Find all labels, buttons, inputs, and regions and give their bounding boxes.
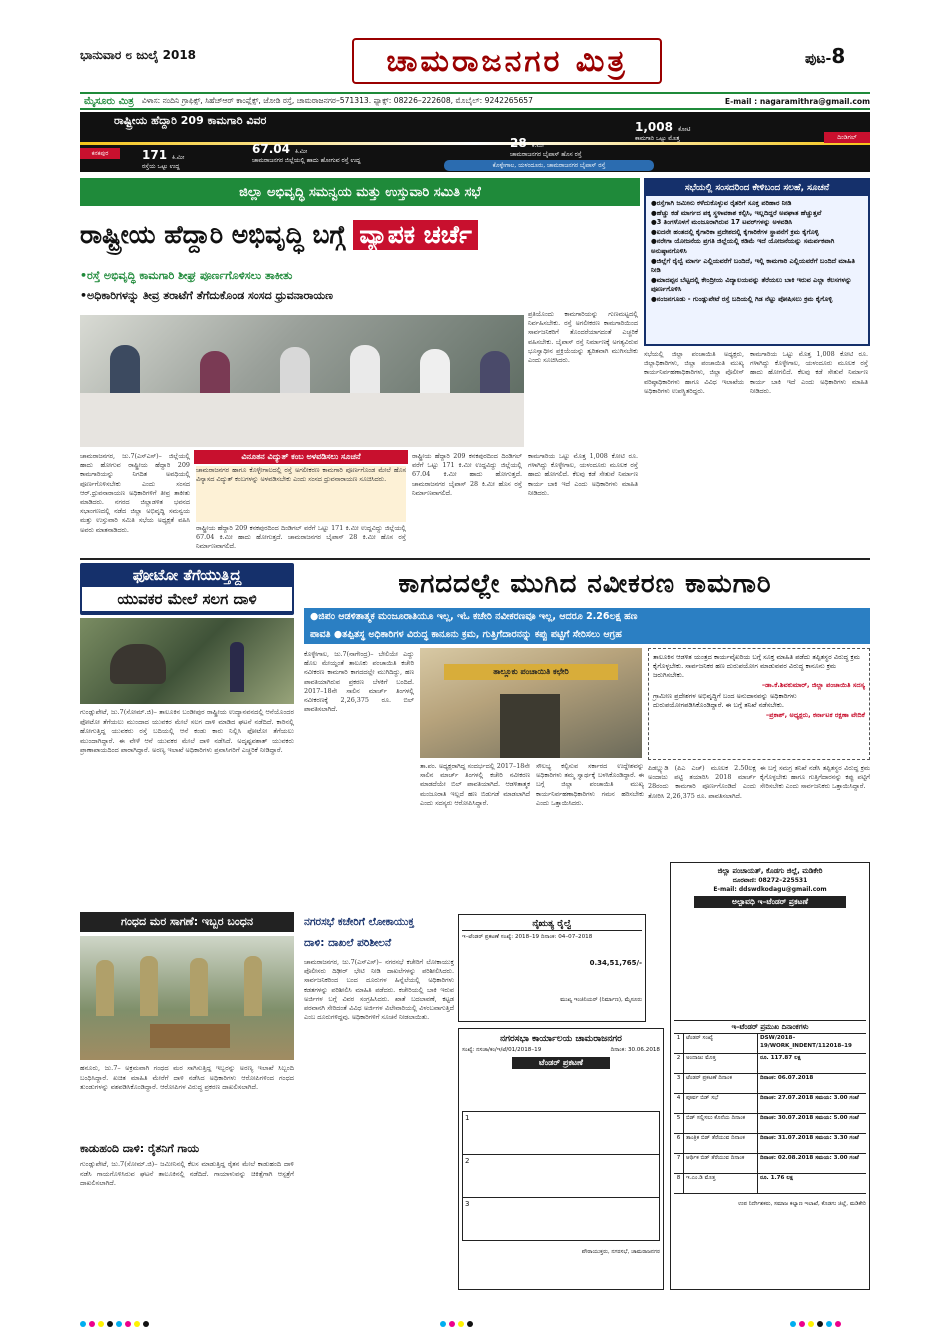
lokayukta-headline: ನಗರಸಭೆ ಕಚೇರಿಗೆ ಲೋಕಾಯುಕ್ತ ದಾಳಿ: ದಾಖಲೆ ಪರಿಶೀಲನೆ [304, 916, 415, 949]
suggestion-item: ●ರಸ್ತೆಗಾಗಿ ಜಮೀನು ಕಳೆದುಕೊಳ್ಳುವ ರೈತರಿಗೆ ಸೂಕ್ತ ಪರಿಹಾರ ನೀಡಿ [651, 199, 792, 207]
elephant-headline: ಫೋಟೋ ತೆಗೆಯುತ್ತಿದ್ದ ಯುವಕರ ಮೇಲೆ ಸಲಗ ದಾಳಿ [80, 563, 294, 615]
suggestions-title: ಸಭೆಯಲ್ಲಿ ಸಂಸದರಿಂದ ಕೇಳಿಬಂದ ಸಲಹೆ, ಸೂಚನೆ [646, 180, 868, 196]
kodagu-table-row [674, 1134, 866, 1154]
renovation-col4: ಪಿಡಬ್ಲ್ಯುಡಿ (ಪಿಎ ಎಚ್) ಮೂಲಕ 2.50ಲಕ್ಷ ಅಂದಾಜು ಪಟ್ಟಿ ತಯಾರಿಸಿ 2018 ಮಾರ್ಚ್ 28ರಂದು ಕಾಮಗಾರಿ ಪೂರ್ಣಗೊಂಡಿದೆ ಎಂದು ತೋರಿಸಿ 2,26,375 ರೂ. ಪಾವತಿಸಲಾಗಿದೆ. [648, 764, 756, 800]
kodagu-ad: ಜಿಲ್ಲಾ ಪಂಚಾಯತ್, ಕೊಡಗು ಜಿಲ್ಲೆ, ಮಡಿಕೇರಿ ದೂರವಾಣಿ: 08272–225531 E-mail: ddswdkodagu@gmail.com ಅಲ್ಪಾವಧಿ ಇ–ಟೆಂಡರ್ ಪ್ರಕಟಣೆ ಇ–ಟೆಂಡರ್ ಪ್ರಮುಖ ದಿನಾಂಕಗಳು 1 ಟೆಂಡರ್ ಸಂಖ್ಯೆ DSW/2018–19/WORK_INDENT/112018–19 2 ಅಂದಾಜು ಮೊತ್ತ ರೂ. 117.87 ಲಕ್ಷ 3 ಟೆಂಡರ್ ಪ್ರಕಟಣೆ ದಿನಾಂಕ ದಿನಾಂಕ: 06.07.2018 4 ಪೂರ್ವ ಬಿಡ್ ಸಭೆ ದಿನಾಂಕ: 27.07.2018 ಸಮಯ: 3.00 ಗಂಟೆ 5 ಬಿಡ್ ಸಲ್ಲಿಸಲು ಕೊನೆಯ ದಿನಾಂಕ ದಿನಾಂಕ: 30.07.2018 ಸಮಯ: 5.00 ಗಂಟೆ 6 ತಾಂತ್ರಿಕ ಬಿಡ್ ತೆರೆಯುವ ದಿನಾಂಕ ದಿನಾಂಕ: 31.07.2018 ಸಮಯ: 3.30 ಗಂಟೆ 7 ಆರ್ಥಿಕ ಬಿಡ್ ತೆರೆಯುವ ದಿನಾಂಕ ದಿನಾಂಕ: 02.08.2018 ಸಮಯ: 3.00 ಗಂಟೆ 8 ಇ.ಎಂ.ಡಿ ಮೊತ್ತ ರೂ. 1.76 ಲಕ್ಷ ಉಪ ನಿರ್ದೇಶಕರು, ಸಮಾಜ ಕಲ್ಯಾಣ ಇಲಾಖೆ, ಕೊಡಗು ಜಿಲ್ಲೆ, ಮಡಿಕೇರಿ [670, 862, 870, 1290]
renovation-subheads: ●ಜಿಪಂ ಆಡಳಿತಾತ್ಮಕ ಮಂಜೂರಾತಿಯೂ ಇಲ್ಲ, ಇಓ ಕಚೇರಿ ನವೀಕರಣವೂ ಇಲ್ಲ, ಆದರೂ 2.26ಲಕ್ಷ ಹಣ ಪಾವತಿ ●ತಪ್ಪಿತಸ್ಥ ಅಧಿಕಾರಿಗಳ ವಿರುದ್ಧ ಕಾನೂನು ಕ್ರಮ, ಗುತ್ತಿಗೆದಾರನನ್ನು ಕಪ್ಪು ಪಟ್ಟಿಗೆ ಸೇರಿಸಲು ಆಗ್ರಹ [304, 608, 870, 644]
boar-body: ಗುಂಡ್ಲುಪೇಟೆ, ಜು.7(ಸೋಮ್.ಜಿ)– ಜಮೀನಿನಲ್ಲಿ ಕೆಲಸ ಮಾಡುತ್ತಿದ್ದ ರೈತನ ಮೇಲೆ ಕಾಡುಹಂದಿ ದಾಳಿ ನಡೆಸಿ ಗಾಯಗೊಳಿಸಿರುವ ಘಟನೆ ತಾಲೂಕಿನಲ್ಲಿ ನಡೆದಿದೆ. ಗಾಯಾಳುವನ್ನು ಚಿಕಿತ್ಸೆಗಾಗಿ ಆಸ್ಪತ್ರೆಗೆ ದಾಖಲಿಸಲಾಗಿದೆ. [80, 1160, 294, 1188]
suggestion-item: ●ಮಾದಪ್ಪನ ಬೆಟ್ಟದಲ್ಲಿ ಕೇಂದ್ರೀಯ ವಿದ್ಯಾಲಯವನ್ನು ತೆರೆಯಲು ಬಾಕಿ ಇರುವ ಎಲ್ಲಾ ಕೆಲಸಗಳನ್ನು ಪೂರ್ಣಗೊಳಿಸಿ [651, 275, 852, 294]
row-value: ರೂ. 1.76 ಲಕ್ಷ [760, 1175, 794, 1181]
suggestion-item: ●ನರೇಗಾ ಯೋಜನೆಯ ಪ್ರಗತಿ ಜಿಲ್ಲೆಯಲ್ಲಿ ಕಡಿಮೆ ಇದೆ ಯೋಜನೆಯನ್ನು ಸಮರ್ಪಕವಾಗಿ ಅನುಷ್ಠಾನಗೊಳಿಸಿ [651, 237, 835, 255]
railway-ad-title: ನೈಋತ್ಯ ರೈಲ್ವೆ [462, 918, 642, 931]
person-shape [200, 351, 230, 393]
municipal-ad: ನಗರಸಭಾ ಕಾರ್ಯಾಲಯ ಚಾಮರಾಜನಗರ ಸಂಖ್ಯೆ: ನಸಚಾ/ಕಂ/ಇ/ಟೆ/01/2018–19 ದಿನಾಂಕ: 30.06.2018 ಟೆಂಡರ್ ಪ್ರಕಟಣೆ 1 2 3 ಪೌರಾಯುಕ್ತರು, ನಗರಸಭೆ, ಚಾಮರಾಜನಗರ [458, 1028, 664, 1290]
address: ವಿಳಾಸ: ನಂದಿನಿ ಗ್ರಾಫಿಕ್ಸ್, ಸಿಹೆಚ್‌ಆರ್ ಕಾಂಪ್ಲೆಕ್ಸ್, ಜೋಡಿ ರಸ್ತೆ, ಚಾಮರಾಜನಗರ–571313. ಫ್ಯಾಕ್ಸ್: 08226–222608, ಮೊಬೈಲ್: 9242265657 [141, 96, 533, 105]
lead-col-right-top: ಪ್ರತಿಯೊಂದು ಕಾಮಗಾರಿಯನ್ನು ಗುಣಮಟ್ಟದಲ್ಲಿ ನಿರ್ವಹಿಸಬೇಕು. ರಸ್ತೆ ಅಗಲೀಕರಣ ಕಾಮಗಾರಿಯಿಂದ ಸಾರ್ವಜನಿಕರಿಗೆ ತೊಂದರೆಯಾಗದಂತೆ ಎಚ್ಚರಿಕೆ ವಹಿಸಬೇಕು. ಬೈಪಾಸ್ ರಸ್ತೆ ನಿರ್ಮಾಣಕ್ಕೆ ಅಗತ್ಯವಿರುವ ಭೂಸ್ವಾಧೀನ ಪ್ರಕ್ರಿಯೆಯನ್ನು ತ್ವರಿತವಾಗಿ ಮುಗಿಸಬೇಕು ಎಂದು ಸೂಚಿಸಿದರು. [528, 310, 638, 365]
issue-date: ಭಾನುವಾರ ೮ ಜುಲೈ 2018 [80, 48, 197, 62]
row-label: ಇ.ಎಂ.ಡಿ ಮೊತ್ತ [684, 1174, 758, 1193]
page-number: ಪುಟ-8 [805, 44, 846, 68]
row-label: ಟೆಂಡರ್ ಪ್ರಕಟಣೆ ದಿನಾಂಕ [684, 1074, 758, 1093]
suggestion-item: ●3 ತಿಂಗಳೊಳಗೆ ಮಂಜೂರಾಗಿರುವ 17 ಟವರ್‌ಗಳನ್ನು ಅಳವಡಿಸಿ [651, 218, 793, 227]
table-shape [80, 393, 524, 447]
registration-dots-right [790, 1312, 844, 1331]
kodagu-ad-title: ಜಿಲ್ಲಾ ಪಂಚಾಯತ್, ಕೊಡಗು ಜಿಲ್ಲೆ, ಮಡಿಕೇರಿ [717, 867, 823, 875]
kodagu-table-row [674, 1174, 866, 1194]
elephant-shape [110, 644, 166, 684]
lokayukta-body: ಚಾಮರಾಜನಗರ, ಜು.7(ಎಸ್‌ಎಸ್)– ನಗರಸಭೆ ಕಚೇರಿಗೆ ಲೋಕಾಯುಕ್ತ ಪೊಲೀಸರು ದಿಢೀರ್ ಭೇಟಿ ನೀಡಿ ದಾಖಲೆಗಳನ್ನು ಪರಿಶೀಲಿಸಿದರು. ಸಾರ್ವಜನಿಕರಿಂದ ಬಂದ ದೂರುಗಳ ಹಿನ್ನೆಲೆಯಲ್ಲಿ ಅಧಿಕಾರಿಗಳು ಕಡತಗಳನ್ನು ಪರಿಶೀಲಿಸಿ ಮಾಹಿತಿ ಪಡೆದರು. ಕಚೇರಿಯಲ್ಲಿ ಬಾಕಿ ಇರುವ ಅರ್ಜಿಗಳ ಬಗ್ಗೆ ವಿವರ ಸಂಗ್ರಹಿಸಿದರು. ಖಾತೆ ಬದಲಾವಣೆ, ಕಟ್ಟಡ ಪರವಾನಗಿ ಸೇರಿದಂತೆ ವಿವಿಧ ಅರ್ಜಿಗಳ ವಿಲೇವಾರಿಯಲ್ಲಿ ವಿಳಂಬವಾಗುತ್ತಿದೆ ಎಂಬ ದೂರುಗಳಿದ್ದವು. ಅಧಿಕಾರಿಗಳಿಗೆ ಸೂಚನೆ ನೀಡಲಾಯಿತು. [304, 958, 454, 1022]
row-label: ತಾಂತ್ರಿಕ ಬಿಡ್ ತೆರೆಯುವ ದಿನಾಂಕ [684, 1134, 758, 1153]
kodagu-table-row [674, 1054, 866, 1074]
lead-sub1: •ರಸ್ತೆ ಅಭಿವೃದ್ಧಿ ಕಾಮಗಾರಿ ಶೀಘ್ರ ಪೂರ್ಣಗೊಳಿಸಲು ತಾಕೀತು [80, 269, 293, 282]
row-number: 4 [674, 1094, 684, 1113]
row-label: ಅಂದಾಜು ಮೊತ್ತ [684, 1054, 758, 1073]
arrest-photo [80, 936, 294, 1060]
meeting-photo [80, 315, 524, 447]
person-shape [350, 345, 380, 393]
kodagu-table [674, 1034, 866, 1194]
row-number: 8 [674, 1174, 684, 1193]
lead-subheads [80, 266, 520, 306]
tender-row: 2 [463, 1155, 659, 1198]
renovation-headline: ಕಾಗದದಲ್ಲೇ ಮುಗಿದ ನವೀಕರಣ ಕಾಮಗಾರಿ [398, 568, 772, 599]
lead-col1: ಚಾಮರಾಜನಗರ, ಜು.7(ಎಸ್‌ಎಸ್)– ಜಿಲ್ಲೆಯಲ್ಲಿ ಹಾದು ಹೋಗುವ ರಾಷ್ಟ್ರೀಯ ಹೆದ್ದಾರಿ 209 ಕಾಮಗಾರಿಯನ್ನು ನಿಗದಿತ ಅವಧಿಯಲ್ಲಿ ಪೂರ್ಣಗೊಳಿಸಬೇಕು ಎಂದು ಸಂಸದ ಆರ್.ಧ್ರುವನಾರಾಯಣ ಅಧಿಕಾರಿಗಳಿಗೆ ತೀವ್ರ ತಾಕೀತು ಮಾಡಿದರು. ನಗರದ ಜಿಲ್ಲಾಡಳಿತ ಭವನದ ಸಭಾಂಗಣದಲ್ಲಿ ನಡೆದ ಜಿಲ್ಲಾ ಅಭಿವೃದ್ಧಿ ಸಮನ್ವಯ ಮತ್ತು ಉಸ್ತುವಾರಿ ಸಮಿತಿ ಸಭೆಯ ಅಧ್ಯಕ್ಷತೆ ವಹಿಸಿ ಅವರು ಮಾತನಾಡಿದರು. [80, 452, 190, 534]
lead-col5: ಸಭೆಯಲ್ಲಿ ಜಿಲ್ಲಾ ಪಂಚಾಯಿತಿ ಅಧ್ಯಕ್ಷರು, ಜಿಲ್ಲಾಧಿಕಾರಿಗಳು, ಜಿಲ್ಲಾ ಪಂಚಾಯಿತಿ ಮುಖ್ಯ ಕಾರ್ಯನಿರ್ವಹಣಾಧಿಕಾರಿಗಳು, ಜಿಲ್ಲಾ ಪೊಲೀಸ್ ವರಿಷ್ಠಾಧಿಕಾರಿಗಳು ಹಾಗೂ ವಿವಿಧ ಇಲಾಖೆಯ ಅಧಿಕಾರಿಗಳು ಉಪಸ್ಥಿತರಿದ್ದರು. [644, 350, 744, 395]
stat-bypass: 28 ಕಿ.ಮೀ ಚಾಮರಾಜನಗರ ಬೈಪಾಸ್ ಹೊಸ ರಸ್ತೆ [510, 136, 582, 158]
suggestion-item: ●ಜಿಲ್ಲೆಗೆ ರೈಲ್ವೆ ಮಾರ್ಗ ಎಲ್ಲಿಯವರೆಗೆ ಬಂದಿದೆ, ಇಲ್ಲಿ ಕಾಮಗಾರಿ ಎಲ್ಲಿಯವರೆಗೆ ಬಂದಿದೆ ಮಾಹಿತಿ ನೀಡಿ [651, 256, 856, 275]
row-label: ಟೆಂಡರ್ ಸಂಖ್ಯೆ [684, 1034, 758, 1053]
person-shape [190, 958, 208, 1016]
person-shape [140, 956, 158, 1016]
divider [80, 558, 870, 560]
sandal-body: ಹನೂರು, ಜು.7– ಅಕ್ರಮವಾಗಿ ಗಂಧದ ಮರ ಸಾಗಿಸುತ್ತಿದ್ದ ಇಬ್ಬರನ್ನು ಅರಣ್ಯ ಇಲಾಖೆ ಸಿಬ್ಬಂದಿ ಬಂಧಿಸಿದ್ದಾರೆ. ಖಚಿತ ಮಾಹಿತಿ ಮೇರೆಗೆ ದಾಳಿ ನಡೆಸಿದ ಅಧಿಕಾರಿಗಳು ಆರೋಪಿಗಳಿಂದ ಗಂಧದ ತುಂಡುಗಳನ್ನು ವಶಪಡಿಸಿಕೊಂಡಿದ್ದಾರೆ. ಆರೋಪಿಗಳ ವಿರುದ್ಧ ಪ್ರಕರಣ ದಾಖಲಿಸಲಾಗಿದೆ. [80, 1064, 294, 1092]
row-number: 1 [674, 1034, 684, 1053]
elephant-photo [80, 618, 294, 704]
email: E-mail : nagaramithra@gmail.com [724, 96, 870, 106]
person-shape [280, 347, 310, 393]
row-label: ಬಿಡ್ ಸಲ್ಲಿಸಲು ಕೊನೆಯ ದಿನಾಂಕ [684, 1114, 758, 1133]
person-shape [230, 642, 244, 692]
renovation-col3: ಸೌಲಭ್ಯ ಕಲ್ಪಿಸುವ ಸರ್ಕಾರದ ಉದ್ದೇಶವನ್ನು ಅಧಿಕಾರಿಗಳು ತಮ್ಮ ಸ್ವಾರ್ಥಕ್ಕೆ ಬಳಸಿಕೊಂಡಿದ್ದಾರೆ. ಈ ಬಗ್ಗೆ ಜಿಲ್ಲಾ ಪಂಚಾಯಿತಿ ಮುಖ್ಯ ಕಾರ್ಯನಿರ್ವಹಣಾಧಿಕಾರಿಗಳು ಗಮನ ಹರಿಸಬೇಕು ಎಂದು ಒತ್ತಾಯಿಸಿದರು. [536, 762, 644, 807]
row-label: ಪೂರ್ವ ಬಿಡ್ ಸಭೆ [684, 1094, 758, 1113]
renovation-col5: ಈ ಬಗ್ಗೆ ಸಮಗ್ರ ತನಿಖೆ ನಡೆಸಿ ತಪ್ಪಿತಸ್ಥರ ವಿರುದ್ಧ ಕ್ರಮ ಕೈಗೊಳ್ಳಬೇಕು ಹಾಗೂ ಗುತ್ತಿಗೆದಾರನನ್ನು ಕಪ್ಪು ಪಟ್ಟಿಗೆ ಸೇರಿಸಬೇಕು ಎಂದು ಸಾರ್ವಜನಿಕರು ಒತ್ತಾಯಿಸಿದ್ದಾರೆ. [760, 764, 870, 791]
sandal-headline: ಗಂಧದ ಮರ ಸಾಗಣೆ: ಇಬ್ಬರ ಬಂಧನ [80, 912, 294, 932]
kodagu-table-row [674, 1154, 866, 1174]
road-line [80, 142, 870, 145]
row-value: ದಿನಾಂಕ: 27.07.2018 ಸಮಯ: 3.00 ಗಂಟೆ [760, 1095, 859, 1101]
person-shape [244, 956, 262, 1016]
row-value: ದಿನಾಂಕ: 30.07.2018 ಸಮಯ: 5.00 ಗಂಟೆ [760, 1115, 859, 1121]
row-value: ದಿನಾಂಕ: 31.07.2018 ಸಮಯ: 3.30 ಗಂಟೆ [760, 1135, 859, 1141]
suggestion-item: ●ಐದನೇ ಹಂತದಲ್ಲಿ ಕೈಗಾರಿಕಾ ಪ್ರದೇಶದಲ್ಲಿ ಕೈಗಾರಿಕೆಗಳ ಸ್ಥಾಪನೆಗೆ ಕ್ರಮ ಕೈಗೊಳ್ಳಿ [651, 227, 819, 236]
renovation-col2: ತಾ.ಪಂ. ಅಧ್ಯಕ್ಷರಾಗಿದ್ದ ಸಂದರ್ಭದಲ್ಲಿ 2017–18ನೇ ಸಾಲಿನ ಮಾರ್ಚ್ ತಿಂಗಳಲ್ಲಿ ಕಚೇರಿ ನವೀಕರಣ ಮಾಡದೆಯೇ ಬಿಲ್ ಪಾವತಿಯಾಗಿದೆ. ಆಡಳಿತಾತ್ಮಕ ಮಂಜೂರಾತಿ ಇಲ್ಲದೆ ಹಣ ಬಿಡುಗಡೆ ಮಾಡಲಾಗಿದೆ ಎಂದು ಸದಸ್ಯರು ಆರೋಪಿಸಿದ್ದಾರೆ. [420, 762, 530, 807]
kodagu-table-row [674, 1034, 866, 1054]
route-label: ಕೊಳ್ಳೇಗಾಲ, ಯಳಂದೂರು, ಚಾಮರಾಜನಗರ ಬೈಪಾಸ್ ರಸ್ತೆ [444, 160, 654, 171]
stat-district: 67.04 ಕಿ.ಮೀ ಚಾಮರಾಜನಗರ ಜಿಲ್ಲೆಯಲ್ಲಿ ಹಾದು ಹೋಗುವ ರಸ್ತೆ ಉದ್ದ [252, 142, 361, 164]
row-number: 5 [674, 1114, 684, 1133]
person-shape [480, 351, 510, 393]
row-value: DSW/2018–19/WORK_INDENT/112018–19 [760, 1035, 852, 1049]
lead-sub2: •ಅಧಿಕಾರಿಗಳನ್ನು ತೀವ್ರ ತರಾಟೆಗೆ ತೆಗೆದುಕೊಂಡ ಸಂಸದ ಧ್ರುವನಾರಾಯಣ [80, 289, 333, 302]
stat-length: 171 ಕಿ.ಮೀ ರಸ್ತೆಯ ಒಟ್ಟು ಉದ್ದ [142, 148, 185, 170]
lead-kicker: ಜಿಲ್ಲಾ ಅಭಿವೃದ್ಧಿ ಸಮನ್ವಯ ಮತ್ತು ಉಸ್ತುವಾರಿ ಸಮಿತಿ ಸಭೆ [80, 178, 640, 206]
masthead-title: ಚಾಮರಾಜನಗರ ಮಿತ್ರ [386, 43, 628, 79]
gate-shape [500, 694, 560, 758]
row-label: ಆರ್ಥಿಕ ಬಿಡ್ ತೆರೆಯುವ ದಿನಾಂಕ [684, 1154, 758, 1173]
boar-headline: ಕಾಡುಹಂದಿ ದಾಳಿ: ರೈತನಿಗೆ ಗಾಯ [80, 1142, 200, 1155]
kodagu-table-row [674, 1074, 866, 1094]
railway-ad: ನೈಋತ್ಯ ರೈಲ್ವೆ ಇ–ಟೆಂಡರ್ ಪ್ರಕಟಣೆ ಸಂಖ್ಯೆ: 2018–19 ದಿನಾಂಕ: 04–07–2018 0.34,51,765/- ಮುಖ್ಯ ಇಂಜಿನಿಯರ್ (ನಿರ್ಮಾಣ), ಮೈಸೂರು [458, 914, 646, 1022]
person-shape [110, 345, 140, 393]
row-value: ರೂ. 117.87 ಲಕ್ಷ [760, 1055, 801, 1061]
suggestion-item: ●ಹೆಚ್ಚು ಕಡೆ ಮಾರ್ಗದ ಪಕ್ಕ ಸ್ಥಳಾವಕಾಶ ಕಲ್ಪಿಸಿ, ಇಲ್ಲದಿದ್ದರೆ ಅಪಘಾತ ಹೆಚ್ಚುತ್ತವೆ [651, 208, 822, 217]
row-number: 6 [674, 1134, 684, 1153]
municipal-ad-title: ನಗರಸಭಾ ಕಾರ್ಯಾಲಯ ಚಾಮರಾಜನಗರ [500, 1034, 622, 1044]
masthead-row [70, 38, 880, 90]
kodagu-table-row [674, 1094, 866, 1114]
person-shape [96, 960, 114, 1016]
right-tag: ದಿಂಡಿಗಲ್ [824, 132, 870, 143]
highway-infographic [80, 112, 870, 172]
registration-dots-center [440, 1312, 476, 1331]
tender-row: 1 [463, 1112, 659, 1155]
office-sign: ತಾಲ್ಲೂಕು ಪಂಚಾಯಿತಿ ಕಛೇರಿ [444, 664, 618, 680]
renovation-quotes: ತಾಲೂಕಿನ ಆಡಳಿತ ಯಂತ್ರದ ಕಾರ್ಯವೈಖರಿಯ ಬಗ್ಗೆ ಸೂಕ್ತ ಮಾಹಿತಿ ಪಡೆದು ತಪ್ಪಿತಸ್ಥರ ವಿರುದ್ಧ ಕ್ರಮ ಕೈಗೊಳ್ಳಬೇಕು. ಸಾರ್ವಜನಿಕರ ಹಣ ದುರುಪಯೋಗ ಮಾಡುವವರ ವಿರುದ್ಧ ಕಾನೂನು ಕ್ರಮ ಜರುಗಿಸಬೇಕು. –ಡಾ.ಕೆ.ಶಿವಕುಮಾರ್, ಜಿಲ್ಲಾ ಪಂಚಾಯಿತಿ ಸದಸ್ಯ ಗ್ರಾಮೀಣ ಪ್ರದೇಶಗಳ ಅಭಿವೃದ್ಧಿಗೆ ಬಂದ ಅನುದಾನವನ್ನು ಅಧಿಕಾರಿಗಳು ದುರುಪಯೋಗಪಡಿಸಿಕೊಂಡಿದ್ದಾರೆ. ಈ ಬಗ್ಗೆ ತನಿಖೆ ನಡೆಸಬೇಕು. –ಪ್ರಕಾಶ್, ಅಧ್ಯಕ್ಷರು, ಕರ್ನಾಟಕ ರಕ್ಷಣಾ ವೇದಿಕೆ [648, 648, 870, 760]
lead-headline-part2: ವ್ಯಾಪಕ ಚರ್ಚೆ [353, 220, 477, 250]
lead-col6: ಕಾಮಗಾರಿಯ ಒಟ್ಟು ಮೊತ್ತ 1,008 ಕೋಟಿ ರೂ. ಗಳಾಗಿದ್ದು ಕೊಳ್ಳೇಗಾಲ, ಯಳಂದೂರು ಮೂಲಕ ರಸ್ತೆ ಹಾದು ಹೋಗಲಿದೆ. ಕೆಲವು ಕಡೆ ಸೇತುವೆ ನಿರ್ಮಾಣ ಕಾರ್ಯ ಬಾಕಿ ಇದೆ ಎಂದು ಅಧಿಕಾರಿಗಳು ಮಾಹಿತಿ ನೀಡಿದರು. [750, 350, 868, 395]
lead-headline [80, 212, 640, 258]
lead-col3: ರಾಷ್ಟ್ರೀಯ ಹೆದ್ದಾರಿ 209 ಕನಕಪುರದಿಂದ ದಿಂಡಿಗಲ್ ವರೆಗೆ ಒಟ್ಟು 171 ಕಿ.ಮೀ ಉದ್ದವಿದ್ದು ಜಿಲ್ಲೆಯಲ್ಲಿ 67.04 ಕಿ.ಮೀ ಹಾದು ಹೋಗುತ್ತದೆ. ಚಾಮರಾಜನಗರ ಬೈಪಾಸ್ 28 ಕಿ.ಮೀ ಹೊಸ ರಸ್ತೆ ನಿರ್ಮಾಣವಾಗಲಿದೆ. [412, 452, 522, 497]
kodagu-table-row [674, 1114, 866, 1134]
stat-cost: 1,008 ಕೋಟಿ ಕಾಮಗಾರಿ ಒಟ್ಟು ಮೊತ್ತ [635, 120, 691, 142]
row-number: 3 [674, 1074, 684, 1093]
lead-headline-part1: ರಾಷ್ಟ್ರೀಯ ಹೆದ್ದಾರಿ ಅಭಿವೃದ್ಧಿ ಬಗ್ಗೆ [80, 220, 346, 249]
sub-logo: ಮೈಸೂರು ಮಿತ್ರ [84, 95, 134, 107]
row-number: 2 [674, 1054, 684, 1073]
infographic-title: ರಾಷ್ಟ್ರೀಯ ಹೆದ್ದಾರಿ 209 ಕಾಮಗಾರಿ ವಿವರ [114, 114, 267, 127]
left-tag: ಕನಕಪುರ [80, 148, 120, 159]
registration-dots-left [80, 1312, 152, 1331]
lead-col2: ರಾಷ್ಟ್ರೀಯ ಹೆದ್ದಾರಿ 209 ಕನಕಪುರದಿಂದ ದಿಂಡಿಗಲ್ ವರೆಗೆ ಒಟ್ಟು 171 ಕಿ.ಮೀ ಉದ್ದವಿದ್ದು ಜಿಲ್ಲೆಯಲ್ಲಿ 67.04 ಕಿ.ಮೀ ಹಾದು ಹೋಗುತ್ತದೆ. ಚಾಮರಾಜನಗರ ಬೈಪಾಸ್ 28 ಕಿ.ಮೀ ಹೊಸ ರಸ್ತೆ ನಿರ್ಮಾಣವಾಗಲಿದೆ. [196, 524, 406, 551]
power-note-title: ವಿನೂತನ ವಿದ್ಯುತ್ ಕಂಬ ಅಳವಡಿಸಲು ಸೂಚನೆ [194, 450, 408, 464]
lead-col4: ಕಾಮಗಾರಿಯ ಒಟ್ಟು ಮೊತ್ತ 1,008 ಕೋಟಿ ರೂ. ಗಳಾಗಿದ್ದು ಕೊಳ್ಳೇಗಾಲ, ಯಳಂದೂರು ಮೂಲಕ ರಸ್ತೆ ಹಾದು ಹೋಗಲಿದೆ. ಕೆಲವು ಕಡೆ ಸೇತುವೆ ನಿರ್ಮಾಣ ಕಾರ್ಯ ಬಾಕಿ ಇದೆ ಎಂದು ಅಧಿಕಾರಿಗಳು ಮಾಹಿತಿ ನೀಡಿದರು. [528, 452, 638, 497]
suggestions-box [644, 178, 870, 346]
power-note-body: ಚಾಮರಾಜನಗರ ಹಾಗೂ ಕೊಳ್ಳೇಗಾಲದಲ್ಲಿ ರಸ್ತೆ ಅಗಲೀಕರಣ ಕಾಮಗಾರಿ ಪೂರ್ಣಗೊಂಡ ಮೇಲೆ ಹೊಸ ವಿನ್ಯಾಸದ ವಿದ್ಯುತ್ ಕಂಬಗಳನ್ನು ಅಳವಡಿಸಬೇಕು ಎಂದು ಸಂಸದ ಧ್ರುವನಾರಾಯಣ ಸೂಚಿಸಿದರು. [196, 466, 406, 522]
address-strip [80, 92, 870, 110]
row-number: 7 [674, 1154, 684, 1173]
tender-row: 3 [465, 1200, 470, 1208]
elephant-body: ಗುಂಡ್ಲುಪೇಟೆ, ಜು.7(ಸೋಮ್.ಜಿ)– ತಾಲೂಕಿನ ಬಂಡೀಪುರ ರಾಷ್ಟ್ರೀಯ ಉದ್ಯಾನವನದಲ್ಲಿ ಆನೆಯೊಂದರ ಫೋಟೋ ತೆಗೆಯಲು ಮುಂದಾದ ಯುವಕರ ಮೇಲೆ ಸಲಗ ದಾಳಿ ಮಾಡಿದ ಘಟನೆ ನಡೆದಿದೆ. ಕಾರಿನಲ್ಲಿ ಹೋಗುತ್ತಿದ್ದ ಯುವಕರು ರಸ್ತೆ ಬದಿಯಲ್ಲಿ ಆನೆ ಕಂಡು ಕಾರು ನಿಲ್ಲಿಸಿ ಫೋಟೋ ತೆಗೆಯಲು ಮುಂದಾಗಿದ್ದಾರೆ. ಈ ವೇಳೆ ಆನೆ ಯುವಕರ ಮೇಲೆ ದಾಳಿ ನಡೆಸಿದೆ. ಅದೃಷ್ಟವಶಾತ್ ಯುವಕರು ಪ್ರಾಣಾಪಾಯದಿಂದ ಪಾರಾಗಿದ್ದಾರೆ. ಅರಣ್ಯ ಇಲಾಖೆ ಅಧಿಕಾರಿಗಳು ಪ್ರವಾಸಿಗರಿಗೆ ಎಚ್ಚರಿಕೆ ನೀಡಿದ್ದಾರೆ. [80, 708, 294, 755]
masthead-box [352, 38, 662, 84]
sandalwood-logs [150, 1024, 230, 1048]
person-shape [420, 349, 450, 393]
row-value: ದಿನಾಂಕ: 06.07.2018 [760, 1075, 814, 1081]
renovation-col1: ಕೊಳ್ಳೇಗಾಲ, ಜು.7(ನಾಗೇಂದ್ರ)– ಬೇಲಿಯೇ ಎದ್ದು ಹೊಲ ಮೇಯ್ದಂತೆ ತಾಲೂಕು ಪಂಚಾಯಿತಿ ಕಚೇರಿ ನವೀಕರಣ ಕಾಮಗಾರಿ ಕಾಗದದಲ್ಲೇ ಮುಗಿದಿದ್ದು, ಹಣ ಪಾವತಿಯಾಗಿರುವ ಪ್ರಕರಣ ಬೆಳಕಿಗೆ ಬಂದಿದೆ. 2017–18ನೇ ಸಾಲಿನ ಮಾರ್ಚ್ ತಿಂಗಳಲ್ಲಿ ನವೀಕರಣಕ್ಕೆ 2,26,375 ರೂ. ಬಿಲ್ ಪಾವತಿಸಲಾಗಿದೆ. [304, 650, 414, 714]
suggestion-item: ●ನಂಜನಗೂಡು - ಗುಂಡ್ಲುಪೇಟೆ ರಸ್ತೆ ಬದಿಯಲ್ಲಿ ಗಿಡ ನೆಟ್ಟು ಪೋಷಿಸಲು ಕ್ರಮ ಕೈಗೊಳ್ಳಿ [651, 294, 833, 303]
office-photo [420, 648, 642, 758]
row-value: ದಿನಾಂಕ: 02.08.2018 ಸಮಯ: 3.00 ಗಂಟೆ [760, 1155, 859, 1161]
